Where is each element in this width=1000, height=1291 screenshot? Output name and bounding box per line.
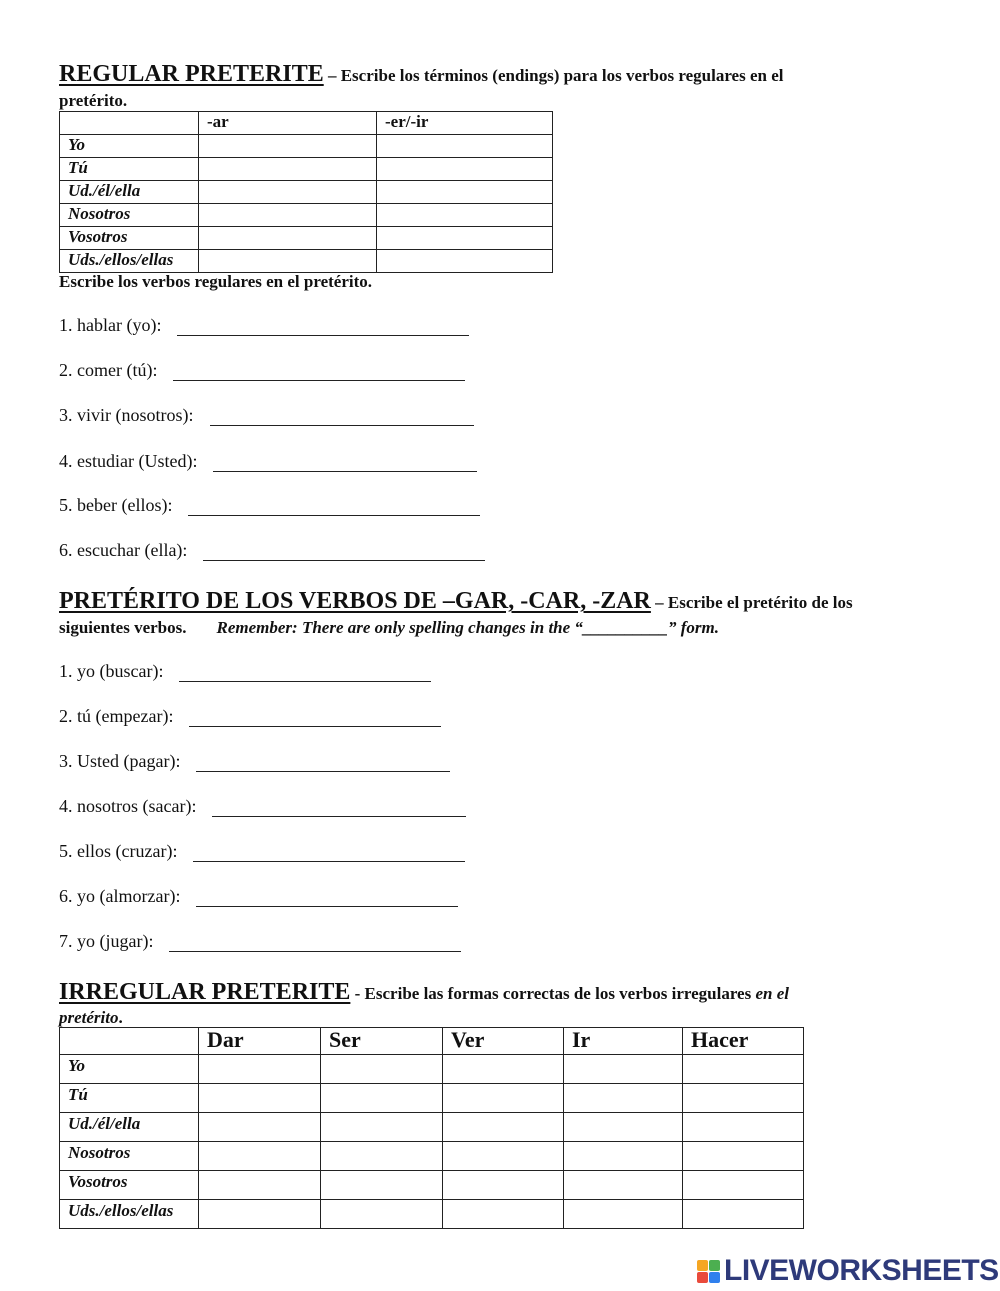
section3-title: [59, 978, 789, 1008]
remember-blank: __________: [582, 618, 668, 637]
row-label: Tú: [60, 1084, 199, 1113]
answer-blank[interactable]: [210, 407, 474, 426]
answer-cell[interactable]: [321, 1084, 443, 1113]
row-label: Nosotros: [60, 1142, 199, 1171]
answer-cell[interactable]: [443, 1084, 564, 1113]
section1-title: [59, 60, 783, 90]
answer-cell[interactable]: [683, 1084, 804, 1113]
table-row: [60, 250, 553, 273]
answer-blank[interactable]: [196, 753, 450, 772]
remember-note: [217, 618, 719, 637]
table-row: [60, 181, 553, 204]
liveworksheets-logo-icon: [697, 1260, 720, 1283]
answer-cell[interactable]: [199, 181, 377, 204]
answer-cell[interactable]: [199, 1113, 321, 1142]
regular-endings-table: [59, 111, 553, 273]
row-label: Nosotros: [60, 204, 199, 227]
row-label: Uds./ellos/ellas: [60, 250, 199, 273]
answer-cell[interactable]: [683, 1142, 804, 1171]
table-header-cell: Ir: [564, 1028, 683, 1055]
answer-blank[interactable]: [213, 453, 477, 472]
table-row: [60, 227, 553, 250]
row-label: Yo: [60, 135, 199, 158]
row-label: Ud./él/ella: [60, 1113, 199, 1142]
answer-cell[interactable]: [683, 1171, 804, 1200]
liveworksheets-logo-text: LIVEWORKSHEETS: [724, 1254, 999, 1287]
question-item: [59, 494, 480, 516]
answer-blank[interactable]: [188, 497, 480, 516]
table-header-cell: -ar: [199, 112, 377, 135]
question-label: 2. comer (tú):: [59, 360, 158, 380]
answer-cell[interactable]: [199, 1200, 321, 1229]
remember-text: Remember: There are only spelling changes in the “: [216, 618, 583, 637]
row-label: Yo: [60, 1055, 199, 1084]
question-item: [59, 840, 465, 862]
liveworksheets-logo: [697, 1254, 999, 1288]
answer-blank[interactable]: [169, 933, 461, 952]
section1-description-cont: pretérito.: [59, 91, 128, 110]
row-label: Vosotros: [60, 227, 199, 250]
answer-cell[interactable]: [377, 181, 553, 204]
section3-pretérito: pretérito: [59, 1008, 119, 1027]
table-header-cell: [60, 112, 199, 135]
answer-cell[interactable]: [199, 158, 377, 181]
table-row: [60, 1113, 804, 1142]
answer-cell[interactable]: [377, 135, 553, 158]
answer-cell[interactable]: [443, 1171, 564, 1200]
question-label: 4. nosotros (sacar):: [59, 796, 197, 816]
question-item: [59, 885, 458, 907]
answer-cell[interactable]: [321, 1113, 443, 1142]
answer-cell[interactable]: [199, 250, 377, 273]
answer-cell[interactable]: [564, 1055, 683, 1084]
question-item: [59, 930, 461, 952]
question-label: 3. vivir (nosotros):: [59, 405, 194, 425]
question-label: 2. tú (empezar):: [59, 706, 174, 726]
answer-cell[interactable]: [377, 250, 553, 273]
table-row: [60, 1200, 804, 1229]
section3-description-italic: en el: [755, 984, 789, 1003]
section3-description: - Escribe las formas correctas de los verbos irregulares: [350, 984, 756, 1003]
answer-cell[interactable]: [443, 1200, 564, 1229]
answer-blank[interactable]: [177, 317, 469, 336]
irregular-verbs-table: [59, 1027, 804, 1229]
answer-cell[interactable]: [199, 204, 377, 227]
answer-blank[interactable]: [179, 663, 431, 682]
answer-blank[interactable]: [212, 798, 466, 817]
answer-cell[interactable]: [199, 1142, 321, 1171]
answer-cell[interactable]: [377, 204, 553, 227]
question-label: 6. escuchar (ella):: [59, 540, 188, 560]
answer-cell[interactable]: [377, 158, 553, 181]
answer-cell[interactable]: [564, 1142, 683, 1171]
table-row: [60, 204, 553, 227]
question-label: 5. beber (ellos):: [59, 495, 173, 515]
question-item: [59, 359, 465, 381]
answer-cell[interactable]: [443, 1113, 564, 1142]
table-header-row: [60, 1028, 804, 1055]
answer-cell[interactable]: [199, 135, 377, 158]
section2-heading: PRETÉRITO DE LOS VERBOS DE –GAR, -CAR, -ZAR: [59, 588, 651, 614]
question-label: 3. Usted (pagar):: [59, 751, 181, 771]
answer-cell[interactable]: [564, 1084, 683, 1113]
section2-description: – Escribe el pretérito de los: [650, 593, 853, 612]
question-item: [59, 705, 441, 727]
section3-description-cont: [59, 1008, 123, 1028]
table-row: [60, 1171, 804, 1200]
table-row: [60, 158, 553, 181]
row-label: Uds./ellos/ellas: [60, 1200, 199, 1229]
question-label: 5. ellos (cruzar):: [59, 841, 178, 861]
question-label: 1. hablar (yo):: [59, 315, 162, 335]
section3-heading: IRREGULAR PRETERITE: [59, 979, 351, 1005]
table-header-row: [60, 112, 553, 135]
answer-cell[interactable]: [321, 1171, 443, 1200]
table-header-cell: Dar: [199, 1028, 321, 1055]
table-header-cell: -er/-ir: [377, 112, 553, 135]
remember-end: ” form.: [667, 618, 719, 637]
section1-instruction: Escribe los verbos regulares en el pretérito.: [59, 272, 373, 291]
answer-blank[interactable]: [189, 708, 441, 727]
question-label: 7. yo (jugar):: [59, 931, 154, 951]
answer-cell[interactable]: [564, 1171, 683, 1200]
answer-cell[interactable]: [199, 1171, 321, 1200]
answer-blank[interactable]: [173, 362, 465, 381]
question-label: 1. yo (buscar):: [59, 661, 164, 681]
row-label: Vosotros: [60, 1171, 199, 1200]
answer-blank[interactable]: [203, 542, 485, 561]
question-item: [59, 404, 474, 426]
question-item: [59, 450, 477, 472]
answer-cell[interactable]: [443, 1055, 564, 1084]
answer-cell[interactable]: [564, 1200, 683, 1229]
answer-cell[interactable]: [199, 1055, 321, 1084]
answer-cell[interactable]: [199, 1084, 321, 1113]
table-row: [60, 1084, 804, 1113]
row-label: Tú: [60, 158, 199, 181]
question-item: [59, 314, 469, 336]
answer-cell[interactable]: [683, 1113, 804, 1142]
question-item: [59, 750, 450, 772]
question-item: [59, 795, 466, 817]
table-row: [60, 1142, 804, 1171]
answer-cell[interactable]: [321, 1200, 443, 1229]
answer-cell[interactable]: [683, 1200, 804, 1229]
answer-cell[interactable]: [683, 1055, 804, 1084]
answer-cell[interactable]: [321, 1142, 443, 1171]
section1-heading: REGULAR PRETERITE: [59, 61, 324, 87]
row-label: Ud./él/ella: [60, 181, 199, 204]
answer-blank[interactable]: [193, 843, 465, 862]
section2-title: [59, 587, 853, 617]
table-row: [60, 135, 553, 158]
section1-description: – Escribe los términos (endings) para los verbos regulares en el: [323, 66, 784, 85]
question-item: [59, 660, 431, 682]
answer-blank[interactable]: [196, 888, 458, 907]
answer-cell[interactable]: [199, 227, 377, 250]
answer-cell[interactable]: [443, 1142, 564, 1171]
question-label: 6. yo (almorzar):: [59, 886, 181, 906]
section3-period: .: [118, 1008, 123, 1027]
answer-cell[interactable]: [321, 1055, 443, 1084]
table-header-cell: [60, 1028, 199, 1055]
table-row: [60, 1055, 804, 1084]
question-label: 4. estudiar (Usted):: [59, 451, 198, 471]
section2-subtitle: [59, 618, 719, 638]
answer-cell[interactable]: [377, 227, 553, 250]
table-header-cell: Ver: [443, 1028, 564, 1055]
answer-cell[interactable]: [564, 1113, 683, 1142]
table-header-cell: Ser: [321, 1028, 443, 1055]
table-header-cell: Hacer: [683, 1028, 804, 1055]
question-item: [59, 539, 485, 561]
section2-subtitle-text: siguientes verbos.: [59, 618, 187, 637]
